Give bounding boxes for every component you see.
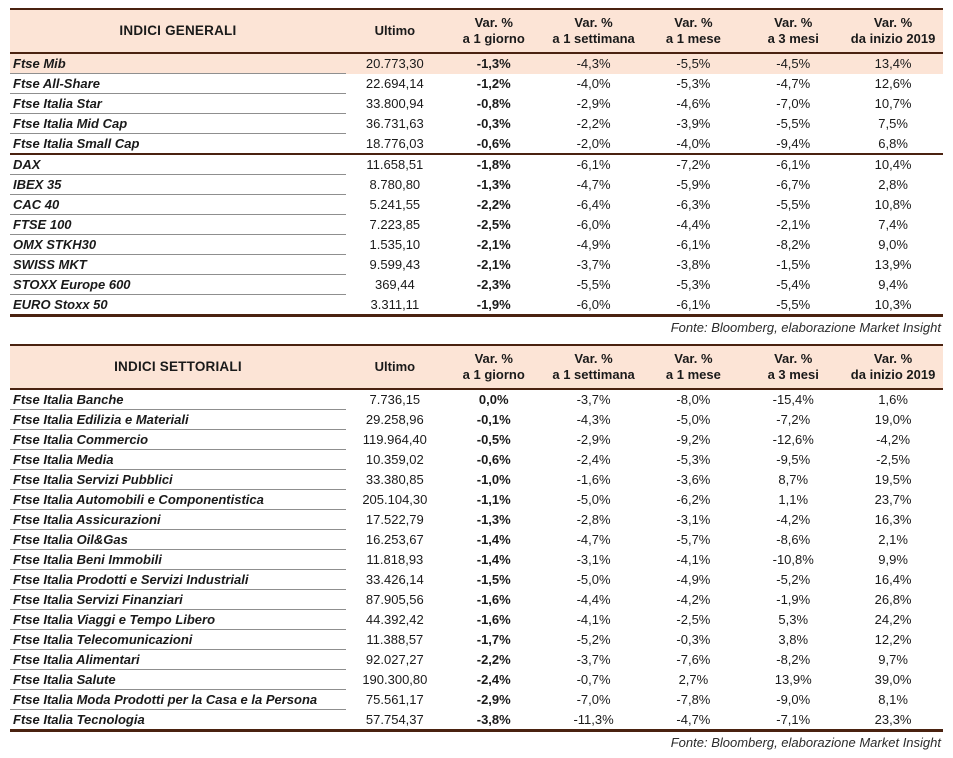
var-value: -4,1% (676, 552, 711, 567)
index-name: Ftse Italia Star (10, 94, 346, 114)
var-value: -1,6% (476, 612, 511, 627)
var-value: -2,5% (676, 612, 711, 627)
var-value: -8,2% (776, 652, 811, 667)
var-value: 16,4% (874, 572, 912, 587)
ultimo-value: 11.818,93 (366, 552, 424, 567)
var-value: -6,7% (776, 177, 811, 192)
var-value: 24,2% (874, 612, 912, 627)
var-value: 3,8% (778, 632, 809, 647)
ultimo-value: 17.522,79 (365, 512, 424, 527)
column-header-ultimo: Ultimo (346, 9, 444, 53)
var-value: -6,4% (576, 197, 611, 212)
var-value: -3,7% (576, 652, 611, 667)
var-value: -5,3% (676, 452, 711, 467)
index-name: Ftse Italia Assicurazioni (10, 510, 346, 530)
index-name: Ftse Italia Servizi Finanziari (10, 590, 346, 610)
var-value: -3,9% (676, 116, 711, 131)
var-value: -0,6% (476, 135, 511, 151)
var-value: -5,0% (676, 412, 711, 427)
var-value: -1,9% (776, 592, 811, 607)
column-header-var-1-settimana (544, 345, 644, 389)
var-value: 13,9% (774, 672, 812, 687)
table-row (10, 94, 943, 114)
var-value: 9,9% (878, 552, 908, 567)
column-header-var-3-mesi (743, 9, 843, 53)
var-value: -4,5% (743, 53, 843, 74)
var-value: 26,8% (874, 592, 912, 607)
var-value: -11,3% (573, 711, 614, 727)
indici-settoriali-table (10, 344, 943, 732)
var-value: -4,0% (576, 76, 611, 91)
var-value: -5,5% (576, 277, 611, 292)
ultimo-value: 33.426,14 (365, 572, 424, 587)
var-value: 10,7% (874, 96, 912, 111)
var-value: 8,1% (878, 692, 908, 707)
var-value: -1,3% (476, 177, 511, 192)
var-value: -5,5% (776, 296, 811, 312)
var-value: -7,0% (576, 692, 611, 707)
header-line: Var. % (574, 351, 613, 366)
table-row (10, 530, 943, 550)
var-value: -4,1% (576, 612, 611, 627)
table-row (10, 430, 943, 450)
var-value: 2,7% (678, 672, 709, 687)
var-value: 19,5% (874, 472, 912, 487)
ultimo-value: 22.694,14 (365, 76, 424, 91)
var-value: -4,0% (676, 135, 711, 151)
ultimo-value: 119.964,40 (362, 432, 427, 447)
var-value: -12,6% (772, 432, 814, 447)
var-value: 1,6% (878, 392, 908, 408)
var-value: -7,2% (776, 412, 811, 427)
table-row (10, 510, 943, 530)
ultimo-value: 92.027,27 (365, 652, 424, 667)
var-value: -6,1% (676, 296, 711, 312)
table-row (10, 134, 943, 155)
var-value: -9,4% (776, 135, 811, 151)
var-value: -0,8% (476, 96, 511, 111)
index-name: Ftse Italia Alimentari (10, 650, 346, 670)
var-value: 7,4% (878, 217, 908, 232)
var-value: -1,2% (476, 76, 511, 91)
var-value: -0,3% (676, 632, 711, 647)
index-name: Ftse Italia Mid Cap (10, 114, 346, 134)
table-title: INDICI GENERALI (10, 9, 346, 53)
var-value: -2,2% (476, 197, 511, 212)
var-value: -5,9% (676, 177, 711, 192)
var-value: -5,3% (676, 277, 711, 292)
var-value: -7,0% (776, 96, 811, 111)
var-value: -3,6% (676, 472, 711, 487)
header-line: Var. % (474, 15, 513, 30)
var-value: -6,1% (676, 237, 711, 252)
var-value: 6,8% (878, 135, 908, 151)
var-value: -2,1% (476, 237, 511, 252)
var-value: -0,5% (476, 432, 511, 447)
var-value: -7,1% (776, 711, 811, 727)
var-value: -4,7% (576, 177, 611, 192)
var-value: -3,1% (676, 512, 711, 527)
var-value: -3,8% (476, 711, 511, 727)
column-header-var-1-giorno (444, 9, 544, 53)
header-line: a 1 mese (665, 367, 721, 382)
var-value: -6,3% (676, 197, 711, 212)
table-title: INDICI SETTORIALI (10, 345, 346, 389)
var-value: -2,5% (476, 217, 511, 232)
table-row (10, 195, 943, 215)
var-value: 13,4% (843, 53, 943, 74)
var-value: -7,6% (676, 652, 711, 667)
var-value: -1,0% (476, 472, 511, 487)
header-line: a 3 mesi (767, 31, 819, 46)
var-value: -4,9% (676, 572, 711, 587)
var-value: -0,6% (476, 452, 511, 467)
table-row (10, 114, 943, 134)
var-value: -1,5% (476, 572, 511, 587)
table-row (10, 275, 943, 295)
var-value: -9,0% (776, 692, 811, 707)
var-value: -5,5% (776, 197, 811, 212)
header-line: a 3 mesi (767, 367, 819, 382)
var-value: -3,8% (676, 257, 711, 272)
ultimo-value: 7.223,85 (369, 217, 421, 232)
header-row (10, 9, 943, 53)
var-value: -4,7% (776, 76, 811, 91)
var-value: -5,7% (676, 532, 711, 547)
var-value: 0,0% (478, 392, 509, 408)
var-value: 5,3% (778, 612, 809, 627)
var-value: -4,7% (576, 532, 611, 547)
header-line: da inizio 2019 (850, 367, 936, 382)
index-name: Ftse Italia Salute (10, 670, 346, 690)
var-value: -2,3% (476, 277, 511, 292)
index-name: Ftse Italia Tecnologia (10, 710, 346, 731)
var-value: -4,9% (576, 237, 611, 252)
indici-generali-table (10, 8, 943, 317)
var-value: 2,1% (878, 532, 908, 547)
var-value: -1,3% (444, 53, 544, 74)
var-value: -4,4% (676, 217, 711, 232)
index-name: Ftse Italia Servizi Pubblici (10, 470, 346, 490)
index-name: IBEX 35 (10, 175, 346, 195)
var-value: 19,0% (874, 412, 912, 427)
index-name: Ftse Italia Automobili e Componentistica (10, 490, 346, 510)
var-value: -1,1% (476, 492, 511, 507)
var-value: -4,2% (676, 592, 711, 607)
ultimo-value: 57.754,37 (365, 711, 424, 727)
var-value: -2,5% (876, 452, 911, 467)
header-line: Var. % (873, 15, 913, 30)
column-header-var-1-mese (643, 345, 743, 389)
header-line: Var. % (774, 351, 813, 366)
var-value: 12,2% (874, 632, 912, 647)
var-value: 39,0% (874, 672, 912, 687)
var-value: -2,2% (576, 116, 611, 131)
index-name: Ftse Italia Beni Immobili (10, 550, 346, 570)
var-value: 10,3% (874, 296, 912, 312)
table-row (10, 490, 943, 510)
var-value: -6,0% (576, 217, 611, 232)
index-name: EURO Stoxx 50 (10, 295, 346, 316)
var-value: -1,4% (476, 552, 511, 567)
header-line: Var. % (774, 15, 813, 30)
var-value: -5,5% (643, 53, 743, 74)
table-row (10, 154, 943, 175)
ultimo-value: 8.780,80 (369, 177, 421, 192)
var-value: -2,9% (576, 96, 611, 111)
var-value: 23,3% (874, 711, 912, 727)
var-value: -5,3% (676, 76, 711, 91)
table-row (10, 255, 943, 275)
var-value: -1,8% (444, 154, 544, 175)
var-value: -1,6% (476, 592, 511, 607)
index-name: Ftse Italia Oil&Gas (10, 530, 346, 550)
index-name: Ftse Italia Edilizia e Materiali (10, 410, 346, 430)
index-name: Ftse Italia Telecomunicazioni (10, 630, 346, 650)
var-value: -1,9% (476, 296, 511, 312)
var-value: -4,3% (576, 412, 611, 427)
var-value: -2,4% (476, 672, 511, 687)
var-value: -7,8% (676, 692, 711, 707)
table-row (10, 74, 943, 94)
ultimo-value: 36.731,63 (365, 116, 424, 131)
var-value: -6,2% (676, 492, 711, 507)
ultimo-value: 29.258,96 (365, 412, 424, 427)
header-line: a 1 giorno (462, 31, 525, 46)
ultimo-value: 44.392,42 (365, 612, 424, 627)
var-value: -2,1% (776, 217, 811, 232)
column-header-ultimo: Ultimo (346, 345, 444, 389)
header-line: a 1 giorno (462, 367, 525, 382)
var-value: -8,6% (776, 532, 811, 547)
ultimo-value: 10.359,02 (365, 452, 424, 467)
table-row (10, 710, 943, 731)
var-value: -8,0% (676, 392, 711, 408)
index-name: SWISS MKT (10, 255, 346, 275)
var-value: 8,7% (778, 472, 809, 487)
table-row (10, 550, 943, 570)
ultimo-value: 1.535,10 (369, 237, 421, 252)
table-row (10, 630, 943, 650)
index-name: FTSE 100 (10, 215, 346, 235)
var-value: -0,1% (476, 412, 511, 427)
ultimo-value: 369,44 (374, 277, 415, 292)
ultimo-value: 75.561,17 (365, 692, 424, 707)
ultimo-value: 33.800,94 (365, 96, 424, 111)
var-value: -15,4% (772, 392, 814, 408)
table-row (10, 470, 943, 490)
table-row (10, 53, 943, 74)
var-value: -2,1% (476, 257, 511, 272)
table-row (10, 215, 943, 235)
var-value: -3,1% (576, 552, 611, 567)
var-value: -8,2% (776, 237, 811, 252)
var-value: -4,3% (544, 53, 644, 74)
var-value: 9,4% (878, 277, 908, 292)
index-name: Ftse Italia Banche (10, 389, 346, 410)
index-name: CAC 40 (10, 195, 346, 215)
ultimo-value: 18.776,03 (365, 135, 424, 151)
var-value: -6,1% (743, 154, 843, 175)
column-header-var-3-mesi (743, 345, 843, 389)
var-value: 23,7% (874, 492, 912, 507)
index-name: Ftse Italia Prodotti e Servizi Industriali (10, 570, 346, 590)
table-row (10, 235, 943, 255)
column-header-var-inizio-2019 (843, 345, 943, 389)
column-header-var-1-giorno (444, 345, 544, 389)
var-value: -1,3% (476, 512, 511, 527)
var-value: -9,2% (676, 432, 711, 447)
index-name: DAX (10, 154, 346, 175)
var-value: 2,8% (878, 177, 908, 192)
source-note: Fonte: Bloomberg, elaborazione Market Insight (670, 320, 941, 335)
header-line: a 1 settimana (552, 367, 635, 382)
var-value: -1,5% (776, 257, 811, 272)
header-line: a 1 settimana (552, 31, 635, 46)
var-value: -2,9% (476, 692, 511, 707)
ultimo-value: 5.241,55 (369, 197, 421, 212)
var-value: -1,7% (476, 632, 511, 647)
var-value: 1,1% (778, 492, 809, 507)
header-line: Var. % (873, 351, 913, 366)
index-name: Ftse All-Share (10, 74, 346, 94)
ultimo-value: 87.905,56 (365, 592, 424, 607)
table-row (10, 389, 943, 410)
table-row (10, 450, 943, 470)
var-value: -6,0% (576, 296, 611, 312)
var-value: -0,3% (476, 116, 511, 131)
var-value: -10,8% (772, 552, 814, 567)
table-row (10, 175, 943, 195)
var-value: 10,4% (843, 154, 943, 175)
var-value: -3,7% (576, 257, 611, 272)
header-line: a 1 mese (665, 31, 721, 46)
index-name: OMX STKH30 (10, 235, 346, 255)
var-value: 13,9% (874, 257, 912, 272)
ultimo-value: 7.736,15 (369, 392, 421, 408)
header-line: Var. % (574, 15, 613, 30)
ultimo-value: 33.380,85 (365, 472, 424, 487)
column-header-var-inizio-2019 (843, 9, 943, 53)
ultimo-value: 20.773,30 (346, 53, 444, 74)
var-value: 12,6% (874, 76, 912, 91)
var-value: -9,5% (776, 452, 811, 467)
var-value: -6,1% (544, 154, 644, 175)
ultimo-value: 9.599,43 (369, 257, 421, 272)
header-line: da inizio 2019 (850, 31, 936, 46)
var-value: -4,2% (876, 432, 911, 447)
var-value: -5,2% (576, 632, 611, 647)
index-name: Ftse Italia Commercio (10, 430, 346, 450)
table-row (10, 610, 943, 630)
ultimo-value: 3.311,11 (370, 296, 420, 312)
header-line: Var. % (474, 351, 513, 366)
var-value: -1,4% (476, 532, 511, 547)
var-value: -4,6% (676, 96, 711, 111)
index-name: Ftse Italia Media (10, 450, 346, 470)
var-value: -2,9% (576, 432, 611, 447)
var-value: -4,4% (576, 592, 611, 607)
header-row (10, 345, 943, 389)
var-value: 10,8% (874, 197, 912, 212)
var-value: -2,2% (476, 652, 511, 667)
table-row (10, 590, 943, 610)
ultimo-value: 205.104,30 (362, 492, 428, 507)
table-row (10, 295, 943, 316)
index-name: Ftse Italia Small Cap (10, 134, 346, 155)
ultimo-value: 16.253,67 (365, 532, 424, 547)
var-value: -0,7% (576, 672, 611, 687)
ultimo-value: 190.300,80 (362, 672, 428, 687)
header-line: Var. % (674, 15, 713, 30)
var-value: -5,0% (576, 572, 611, 587)
column-header-var-1-settimana (544, 9, 644, 53)
index-name: Ftse Italia Moda Prodotti per la Casa e la Persona (10, 690, 346, 710)
index-name: Ftse Mib (10, 53, 346, 74)
var-value: -1,6% (576, 472, 611, 487)
ultimo-value: 11.388,57 (366, 632, 424, 647)
var-value: -7,2% (643, 154, 743, 175)
ultimo-value: 11.658,51 (346, 154, 444, 175)
var-value: -2,4% (576, 452, 611, 467)
table-row (10, 570, 943, 590)
var-value: -2,8% (576, 512, 611, 527)
var-value: -5,0% (576, 492, 611, 507)
table-row (10, 690, 943, 710)
var-value: -5,5% (776, 116, 811, 131)
var-value: -4,7% (676, 711, 711, 727)
var-value: -2,0% (576, 135, 611, 151)
source-note: Fonte: Bloomberg, elaborazione Market Insight (670, 735, 941, 750)
var-value: -5,4% (776, 277, 811, 292)
table-row (10, 670, 943, 690)
header-line: Var. % (674, 351, 713, 366)
var-value: -3,7% (576, 392, 611, 408)
index-name: Ftse Italia Viaggi e Tempo Libero (10, 610, 346, 630)
var-value: 7,5% (878, 116, 908, 131)
var-value: -4,2% (776, 512, 811, 527)
table-row (10, 410, 943, 430)
var-value: 9,0% (878, 237, 908, 252)
column-header-var-1-mese (643, 9, 743, 53)
table-row (10, 650, 943, 670)
var-value: 9,7% (878, 652, 908, 667)
var-value: -5,2% (776, 572, 811, 587)
index-name: STOXX Europe 600 (10, 275, 346, 295)
var-value: 16,3% (874, 512, 912, 527)
